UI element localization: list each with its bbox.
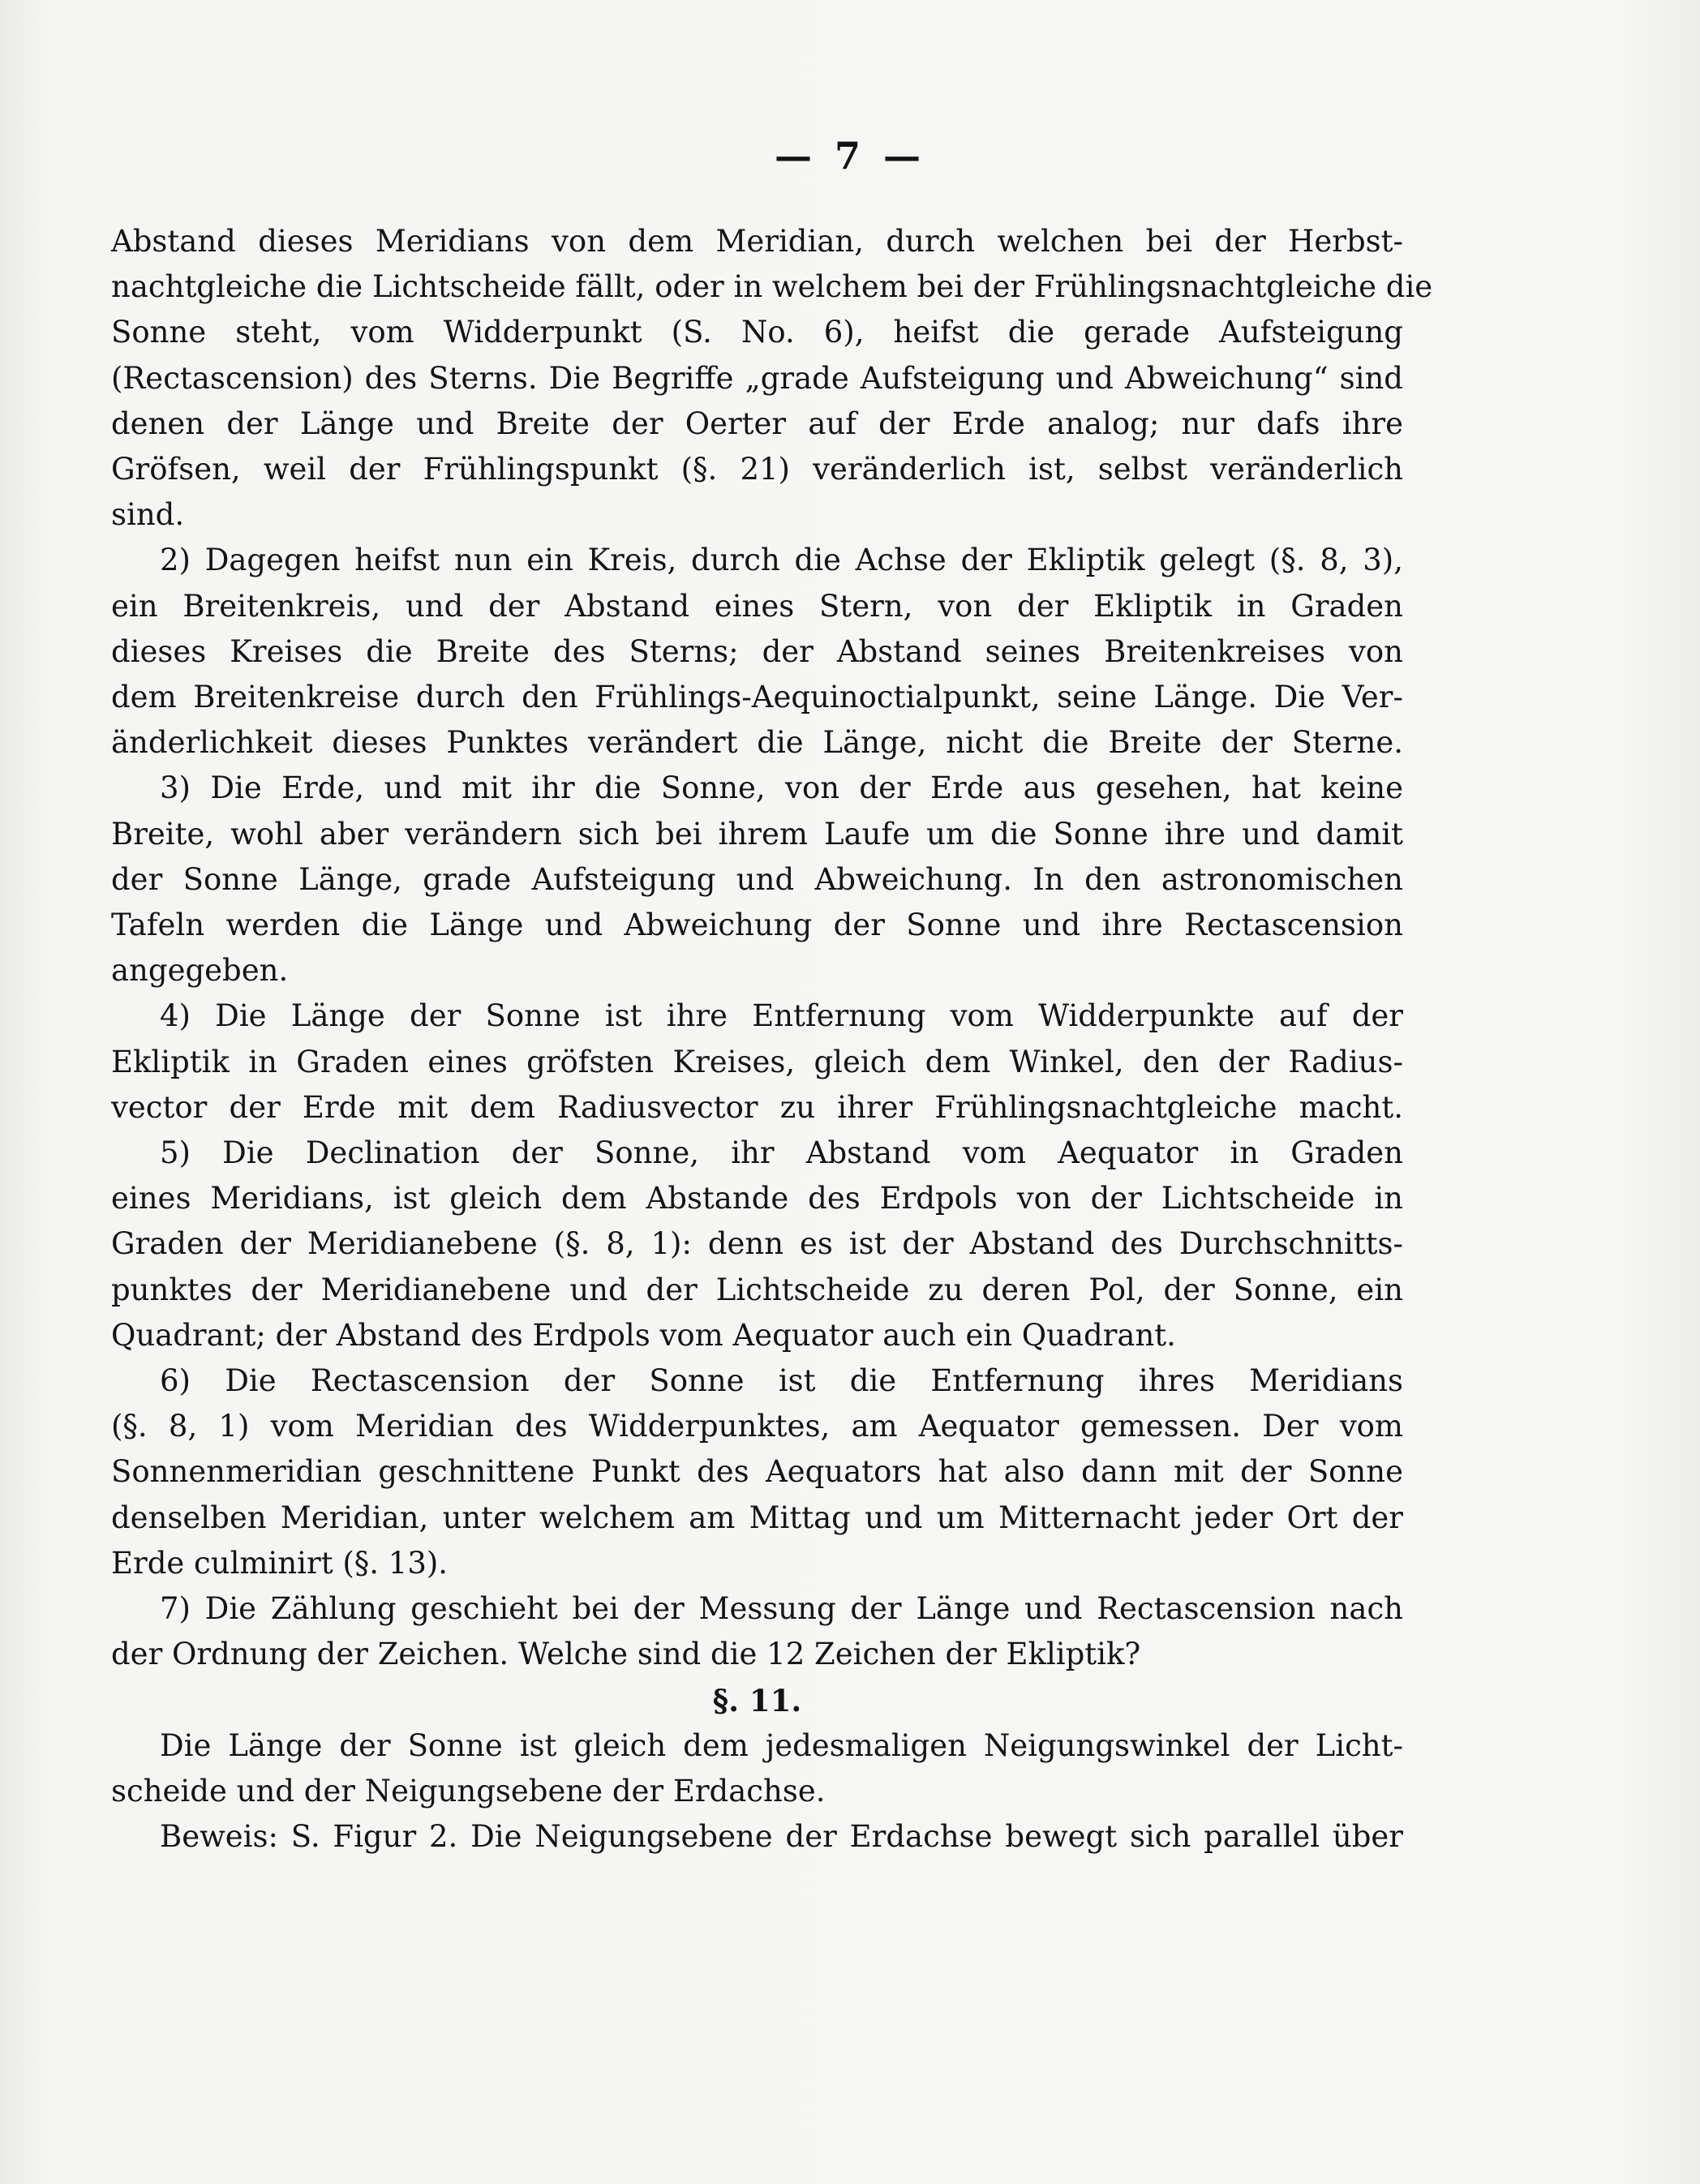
text-line: Abstand dieses Meridians von dem Meridian, durch welchen bei der Herbst- [111,224,1403,259]
text-line: (Rectascension) des Sterns. Die Begriffe „grade Aufsteigung und Abweichung“ sind [111,360,1403,396]
text-line: Gröfsen, weil der Frühlingspunkt (§. 21) veränderlich ist, selbst veränderlich [111,452,1403,487]
text-line: nachtgleiche die Lichtscheide fällt, oder in welchem bei der Frühlingsnachtgleiche die [111,269,1433,305]
text-line: der Ordnung der Zeichen. Welche sind die 12 Zeichen der Ekliptik? [111,1637,1141,1672]
text-line: angegeben. [111,953,289,989]
text-line: ein Breitenkreis, und der Abstand eines Stern, von der Ekliptik in Graden [111,588,1403,624]
text-line: Graden der Meridianebene (§. 8, 1): denn es ist der Abstand des Durchschnitts- [111,1226,1403,1262]
text-line: (§. 8, 1) vom Meridian des Widderpunktes, am Aequator gemessen. Der vom [111,1409,1403,1444]
text-line: 4) Die Länge der Sonne ist ihre Entfernung vom Widderpunkte auf der [160,998,1403,1034]
text-line: punktes der Meridianebene und der Lichtscheide zu deren Pol, der Sonne, ein [111,1272,1403,1307]
text-line: dieses Kreises die Breite des Sterns; der Abstand seines Breitenkreises von [111,633,1403,669]
text-line: 6) Die Rectascension der Sonne ist die Entfernung ihres Meridians [160,1363,1403,1399]
text-line: Quadrant; der Abstand des Erdpols vom Aequator auch ein Quadrant. [111,1317,1176,1353]
text-line: der Sonne Länge, grade Aufsteigung und Abweichung. In den astronomischen [111,861,1403,897]
text-line: denen der Länge und Breite der Oerter auf der Erde analog; nur dafs ihre [111,405,1403,441]
body-text [111,219,1433,1860]
page-number: — 7 — [774,134,926,178]
text-line: Ekliptik in Graden eines gröfsten Kreises, gleich dem Winkel, den der Radius- [111,1044,1403,1079]
text-line: änderlichkeit dieses Punktes verändert die Länge, nicht die Breite der Sterne. [111,725,1403,761]
text-line: scheide und der Neigungsebene der Erdachse. [111,1773,826,1809]
text-line: dem Breitenkreise durch den Frühlings-Aequinoctialpunkt, seine Länge. Die Ver- [111,680,1403,715]
text-line: 5) Die Declination der Sonne, ihr Abstand vom Aequator in Graden [160,1135,1403,1171]
text-line: Sonnenmeridian geschnittene Punkt des Aequators hat also dann mit der Sonne [111,1454,1403,1490]
text-line: §. 11. [712,1682,802,1718]
text-line: Breite, wohl aber verändern sich bei ihrem Laufe um die Sonne ihre und damit [111,816,1403,852]
text-line: Beweis: S. Figur 2. Die Neigungsebene der Erdachse bewegt sich parallel über [160,1819,1403,1855]
text-line: 7) Die Zählung geschieht bei der Messung der Länge und Rectascension nach [160,1591,1403,1627]
text-line: Die Länge der Sonne ist gleich dem jedesmaligen Neigungswinkel der Licht- [160,1727,1403,1763]
text-line: denselben Meridian, unter welchem am Mittag und um Mitternacht jeder Ort der [111,1500,1403,1535]
text-line: Tafeln werden die Länge und Abweichung der Sonne und ihre Rectascension [111,907,1403,943]
text-line: 3) Die Erde, und mit ihr die Sonne, von der Erde aus gesehen, hat keine [160,770,1403,806]
text-line: vector der Erde mit dem Radiusvector zu ihrer Frühlingsnachtgleiche macht. [111,1089,1403,1125]
text-line: 2) Dagegen heifst nun ein Kreis, durch die Achse der Ekliptik gelegt (§. 8, 3), [160,543,1403,578]
text-line: Erde culminirt (§. 13). [111,1545,449,1581]
text-line: eines Meridians, ist gleich dem Abstande des Erdpols von der Lichtscheide in [111,1181,1403,1216]
text-line: sind. [111,497,185,533]
text-line: Sonne steht, vom Widderpunkt (S. No. 6), heifst die gerade Aufsteigung [111,315,1403,350]
